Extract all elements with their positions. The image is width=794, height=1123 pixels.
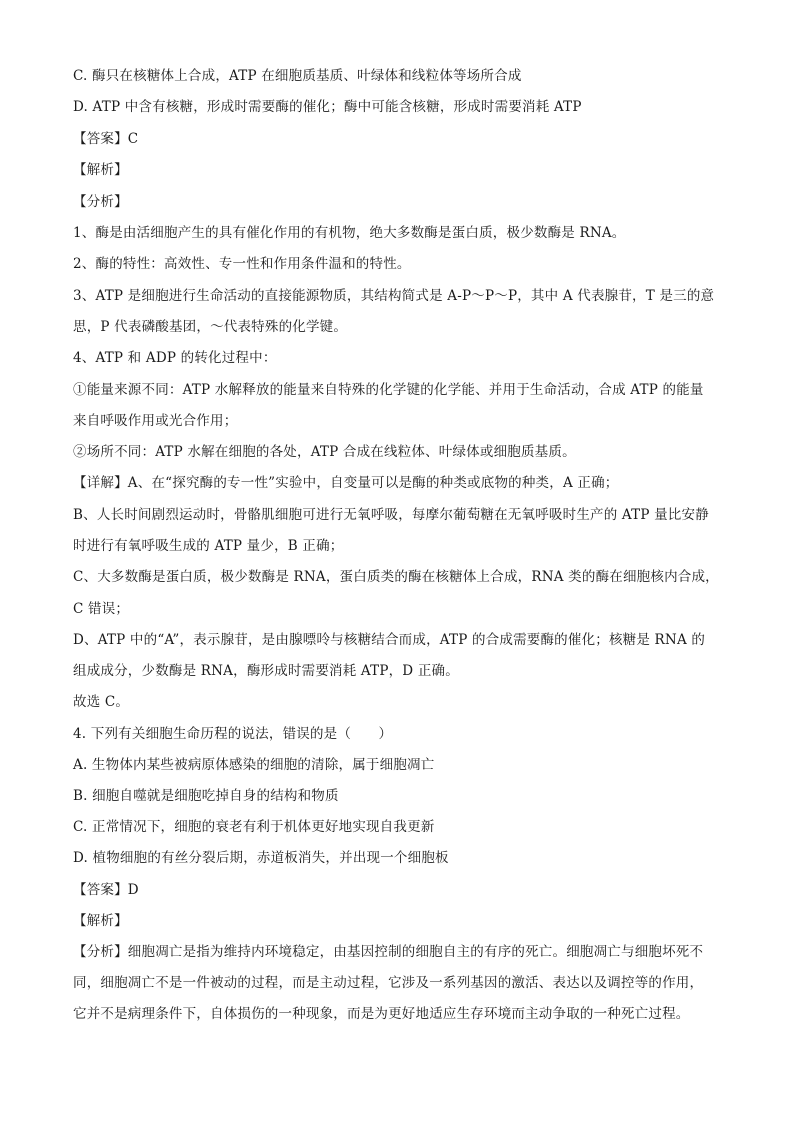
option-a-q4: A. 生物体内某些被病原体感染的细胞的清除，属于细胞凋亡 — [73, 757, 435, 773]
analysis-q4-cont-2: 它并不是病理条件下，自体损伤的一种现象，而是为更好地适应生存环境而主动争取的一种死亡过程。 — [73, 1006, 690, 1022]
analysis-point-4-1-cont: 来自呼吸作用或光合作用； — [73, 413, 238, 429]
detail-b-cont: 时进行有氧呼吸生成的 ATP 量少，B 正确； — [73, 538, 344, 554]
detail-a: 【详解】A、在“探究酶的专一性”实验中，自变量可以是酶的种类或底物的种类，A 正确； — [73, 475, 619, 491]
option-d-q4: D. 植物细胞的有丝分裂后期，赤道板消失，并出现一个细胞板 — [73, 850, 449, 866]
explanation-heading-q3: 【解析】 — [73, 162, 128, 178]
detail-c: C、大多数酶是蛋白质，极少数酶是 RNA，蛋白质类的酶在核糖体上合成，RNA 类的酶在细胞核内合成， — [73, 569, 719, 585]
analysis-point-2: 2、酶的特性：高效性、专一性和作用条件温和的特性。 — [73, 256, 411, 272]
analysis-point-1: 1、酶是由活细胞产生的具有催化作用的有机物，绝大多数酶是蛋白质，极少数酶是 RNA。 — [73, 225, 626, 241]
detail-b: B、人长时间剧烈运动时，骨骼肌细胞可进行无氧呼吸，每摩尔葡萄糖在无氧呼吸时生产的 ATP 量比安静 — [73, 507, 709, 523]
explanation-heading-q4: 【解析】 — [73, 913, 128, 929]
choice-conclusion: 故选 C。 — [73, 694, 130, 710]
analysis-point-3: 3、ATP 是细胞进行生命活动的直接能源物质，其结构简式是 A-P～P～P，其中 A 代表腺苷，T 是三的意 — [73, 288, 715, 304]
answer-q4: 【答案】D — [73, 882, 139, 898]
detail-c-cont: C 错误； — [73, 601, 130, 617]
option-b-q4: B. 细胞自噬就是细胞吃掉自身的结构和物质 — [73, 788, 339, 804]
analysis-point-4-2: ②场所不同：ATP 水解在细胞的各处，ATP 合成在线粒体、叶绿体或细胞质基质。 — [73, 444, 576, 460]
analysis-point-4: 4、ATP 和 ADP 的转化过程中： — [73, 350, 277, 366]
answer-q3: 【答案】C — [73, 131, 139, 147]
analysis-heading-q3: 【分析】 — [73, 194, 128, 210]
analysis-q4: 【分析】细胞凋亡是指为维持内环境稳定，由基因控制的细胞自主的有序的死亡。细胞凋亡与细胞坏死不 — [73, 944, 704, 960]
detail-d: D、ATP 中的“A”，表示腺苷，是由腺嘌呤与核糖结合而成，ATP 的合成需要酶的催化；核糖是 RNA 的 — [73, 632, 706, 648]
analysis-point-3-cont: 思，P 代表磷酸基团，～代表特殊的化学键。 — [73, 319, 348, 335]
analysis-q4-cont-1: 同，细胞凋亡不是一件被动的过程，而是主动过程，它涉及一系列基因的激活、表达以及调控等的作用， — [73, 975, 704, 991]
detail-d-cont: 组成成分，少数酶是 RNA，酶形成时需要消耗 ATP，D 正确。 — [73, 663, 459, 679]
option-c-q4: C. 正常情况下，细胞的衰老有利于机体更好地实现自我更新 — [73, 819, 435, 835]
option-d-q3: D. ATP 中含有核糖，形成时需要酶的催化；酶中可能含核糖，形成时需要消耗 ATP — [73, 99, 582, 115]
analysis-point-4-1: ①能量来源不同：ATP 水解释放的能量来自特殊的化学键的化学能、并用于生命活动，合成 ATP 的能量 — [73, 382, 704, 398]
question-4: 4. 下列有关细胞生命历程的说法，错误的是（ ） — [73, 726, 393, 742]
option-c-q3: C. 酶只在核糖体上合成，ATP 在细胞质基质、叶绿体和线粒体等场所合成 — [73, 68, 522, 84]
